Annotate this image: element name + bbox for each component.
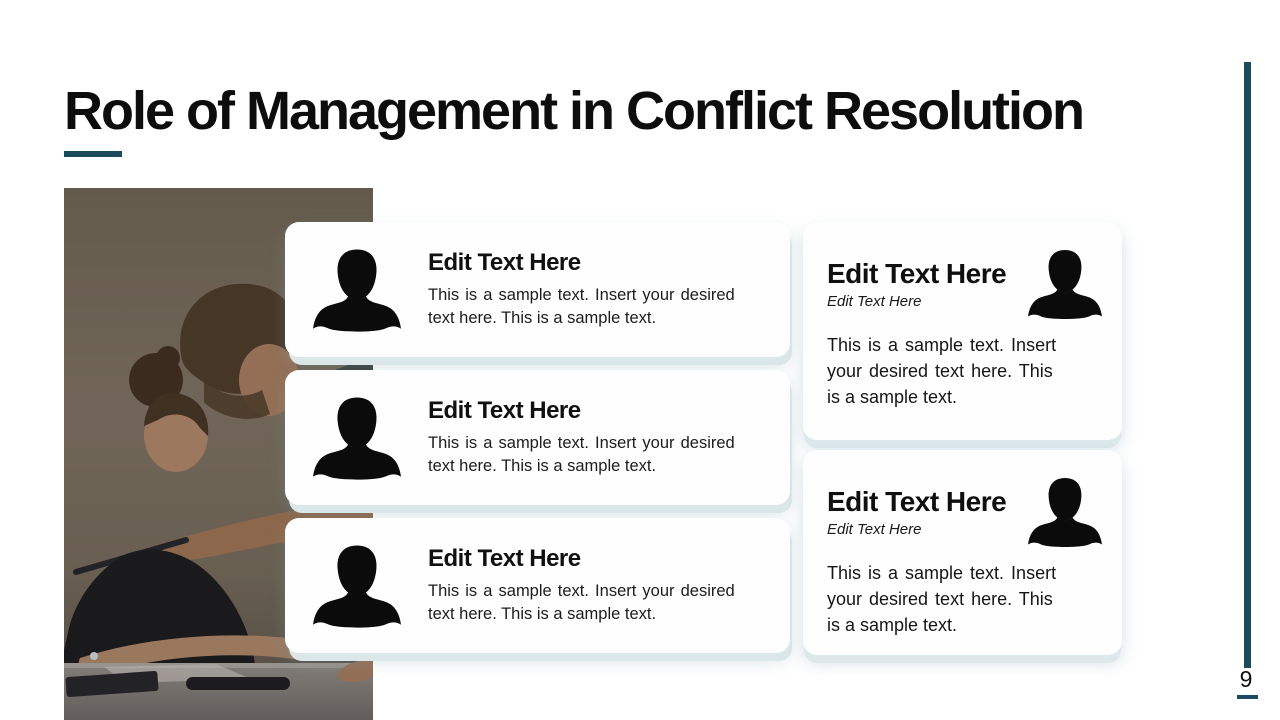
right-accent-bar: [1244, 62, 1251, 668]
info-card-2[interactable]: [285, 370, 790, 505]
card-subheading[interactable]: Edit Text Here: [827, 521, 922, 539]
card-heading[interactable]: Edit Text Here: [827, 486, 1007, 517]
slide-title[interactable]: Role of Management in Conflict Resolution: [64, 81, 1084, 141]
person-icon: [313, 390, 401, 486]
info-card-3[interactable]: [285, 518, 790, 653]
title-accent-underline: [64, 151, 122, 157]
info-card-2-text: [428, 397, 790, 479]
person-icon: [1028, 472, 1102, 552]
card-body[interactable]: This is a sample text. Insert your desired text here. This is a sample text.: [428, 433, 735, 475]
info-card-1-text: [428, 249, 790, 331]
card-heading[interactable]: Edit Text Here: [428, 248, 581, 276]
person-icon: [1028, 244, 1102, 324]
info-card-5[interactable]: [803, 450, 1122, 655]
info-card-3-text: [428, 545, 790, 627]
card-body[interactable]: This is a sample text. Insert your desired text here. This is a sample text.: [428, 285, 735, 327]
card-body[interactable]: This is a sample text. Insert your desired text here. This is a sample text.: [827, 563, 1057, 635]
card-heading[interactable]: Edit Text Here: [428, 544, 581, 572]
page-number-underline: [1237, 695, 1258, 699]
info-card-4[interactable]: [803, 222, 1122, 440]
info-card-1[interactable]: [285, 222, 790, 357]
card-body[interactable]: This is a sample text. Insert your desired text here. This is a sample text.: [827, 335, 1057, 407]
card-heading[interactable]: Edit Text Here: [428, 396, 581, 424]
page-number: 9: [1239, 666, 1253, 692]
person-icon: [313, 242, 401, 338]
card-body[interactable]: This is a sample text. Insert your desired text here. This is a sample text.: [428, 581, 735, 623]
person-icon: [313, 538, 401, 634]
card-heading[interactable]: Edit Text Here: [827, 258, 1007, 289]
card-subheading[interactable]: Edit Text Here: [827, 293, 922, 311]
